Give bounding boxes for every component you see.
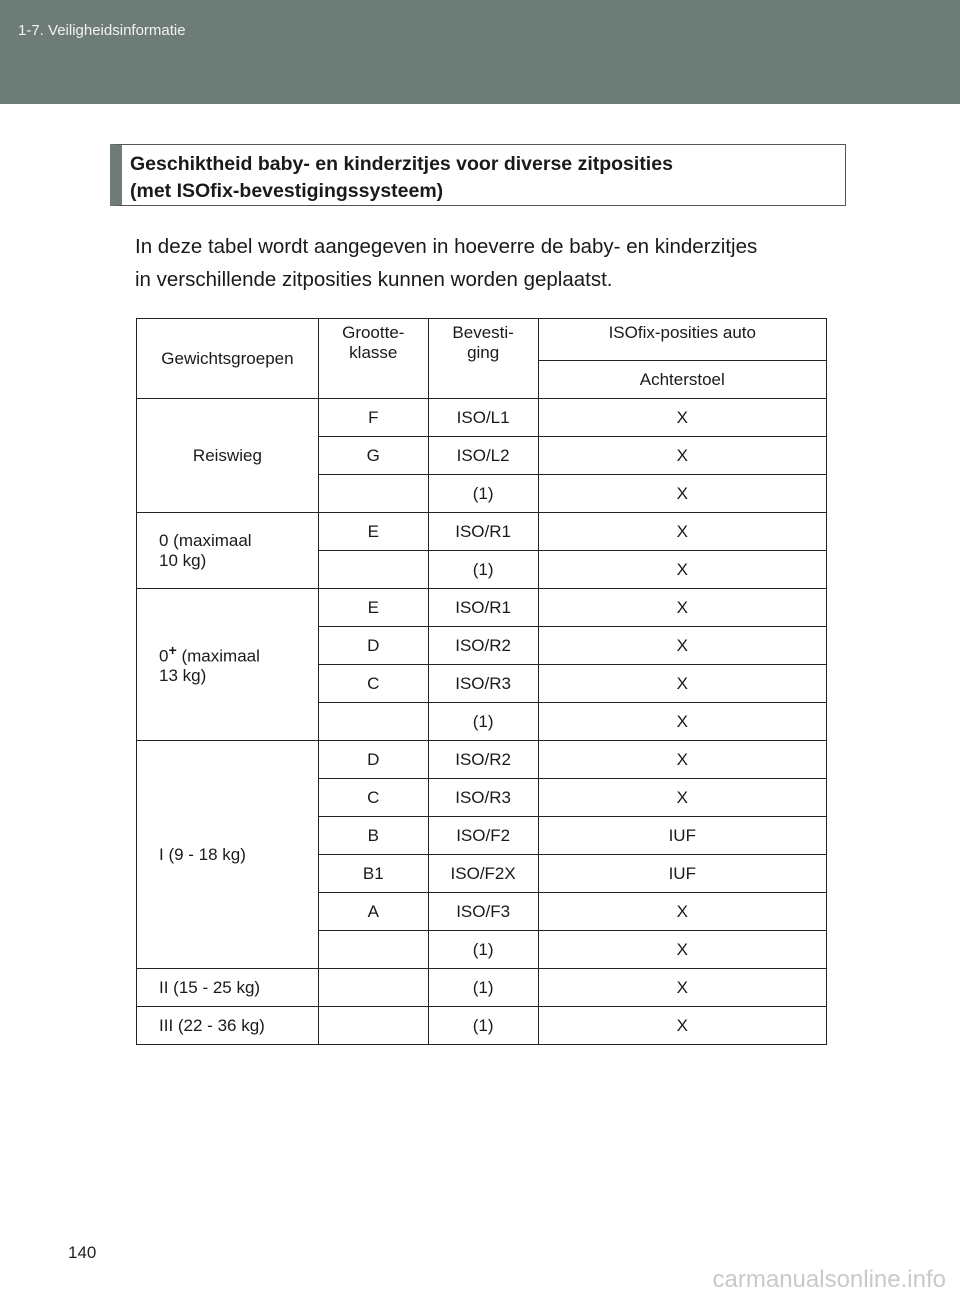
group-0-plus-line-1: [159, 643, 318, 667]
cell-size: B: [318, 817, 428, 855]
intro-line-1: In deze tabel wordt aangegeven in hoeverre de baby- en kinderzitjes: [135, 235, 758, 258]
cell-size: [318, 475, 428, 513]
cell-size: E: [318, 589, 428, 627]
table-row: [137, 589, 827, 627]
intro-paragraph: [135, 230, 855, 296]
cell-rear: X: [538, 969, 826, 1007]
cell-rear: X: [538, 893, 826, 931]
cell-fix: ISO/R3: [428, 665, 538, 703]
group-0: [137, 513, 319, 589]
cell-fix: ISO/R1: [428, 589, 538, 627]
cell-rear: X: [538, 399, 826, 437]
page-number: 140: [68, 1243, 97, 1262]
plus-superscript: +: [168, 642, 177, 659]
table-row: [137, 969, 827, 1007]
cell-rear: X: [538, 931, 826, 969]
cell-rear: X: [538, 551, 826, 589]
cell-fix: ISO/F3: [428, 893, 538, 931]
table-row: [137, 513, 827, 551]
cell-size: C: [318, 665, 428, 703]
cell-rear: X: [538, 589, 826, 627]
cell-fix: (1): [428, 551, 538, 589]
cell-size: [318, 931, 428, 969]
header-size-line-2: klasse: [349, 343, 398, 362]
cell-rear: X: [538, 1007, 826, 1045]
cell-rear: X: [538, 665, 826, 703]
cell-fix: ISO/L1: [428, 399, 538, 437]
header-mounting-line-2: ging: [467, 343, 500, 362]
cell-rear: IUF: [538, 855, 826, 893]
cell-size: C: [318, 779, 428, 817]
header-mounting-line-1: Bevesti-: [452, 323, 514, 342]
group-0-line-1: 0 (maximaal: [159, 530, 252, 550]
group-reiswieg: Reiswieg: [137, 399, 319, 513]
group-i: I (9 - 18 kg): [137, 741, 319, 969]
group-0-plus-zero: 0: [159, 646, 169, 666]
group-iii: III (22 - 36 kg): [137, 1007, 319, 1045]
cell-fix: (1): [428, 1007, 538, 1045]
cell-rear: X: [538, 779, 826, 817]
table-row: [137, 741, 827, 779]
cell-fix: ISO/R2: [428, 627, 538, 665]
header-mounting: [428, 319, 538, 399]
table-row: [137, 399, 827, 437]
cell-rear: IUF: [538, 817, 826, 855]
cell-fix: (1): [428, 931, 538, 969]
cell-rear: X: [538, 741, 826, 779]
cell-rear: X: [538, 437, 826, 475]
group-0-plus-line-2: 13 kg): [159, 666, 207, 686]
top-banner: [0, 0, 960, 104]
cell-fix: (1): [428, 969, 538, 1007]
cell-size: [318, 551, 428, 589]
section-title: 1-7. Veiligheidsinformatie: [18, 22, 186, 39]
header-size-class: [318, 319, 428, 399]
cell-rear: X: [538, 475, 826, 513]
cell-size: [318, 703, 428, 741]
table-header-row: [137, 319, 827, 361]
group-ii: II (15 - 25 kg): [137, 969, 319, 1007]
cell-rear: X: [538, 627, 826, 665]
header-weight-groups: Gewichtsgroepen: [137, 319, 319, 399]
cell-fix: (1): [428, 475, 538, 513]
header-isofix-positions: ISOfix-posities auto: [538, 319, 826, 361]
cell-fix: ISO/L2: [428, 437, 538, 475]
watermark: carmanualsonline.info: [712, 1266, 946, 1293]
heading-line-1: Geschiktheid baby- en kinderzitjes voor diverse zitposities: [130, 153, 673, 175]
cell-fix: ISO/F2: [428, 817, 538, 855]
cell-size: A: [318, 893, 428, 931]
cell-fix: ISO/F2X: [428, 855, 538, 893]
cell-rear: X: [538, 513, 826, 551]
header-size-line-1: Grootte-: [342, 323, 405, 342]
cell-rear: X: [538, 703, 826, 741]
cell-size: B1: [318, 855, 428, 893]
cell-fix: ISO/R2: [428, 741, 538, 779]
cell-size: G: [318, 437, 428, 475]
cell-size: E: [318, 513, 428, 551]
cell-size: D: [318, 627, 428, 665]
cell-size: [318, 969, 428, 1007]
heading-box: [110, 144, 846, 206]
group-0-plus-text: (maximaal: [176, 646, 260, 666]
cell-size: D: [318, 741, 428, 779]
cell-fix: ISO/R3: [428, 779, 538, 817]
group-0-line-2: 10 kg): [159, 550, 207, 570]
intro-line-2: in verschillende zitposities kunnen worden geplaatst.: [135, 268, 613, 291]
isofix-table: [136, 318, 827, 1045]
cell-size: F: [318, 399, 428, 437]
table-row: [137, 1007, 827, 1045]
group-0-plus: [137, 589, 319, 741]
cell-fix: (1): [428, 703, 538, 741]
cell-size: [318, 1007, 428, 1045]
heading-line-2: (met ISOfix-bevestigingssysteem): [130, 180, 444, 202]
header-rear-seat: Achterstoel: [538, 361, 826, 399]
cell-fix: ISO/R1: [428, 513, 538, 551]
